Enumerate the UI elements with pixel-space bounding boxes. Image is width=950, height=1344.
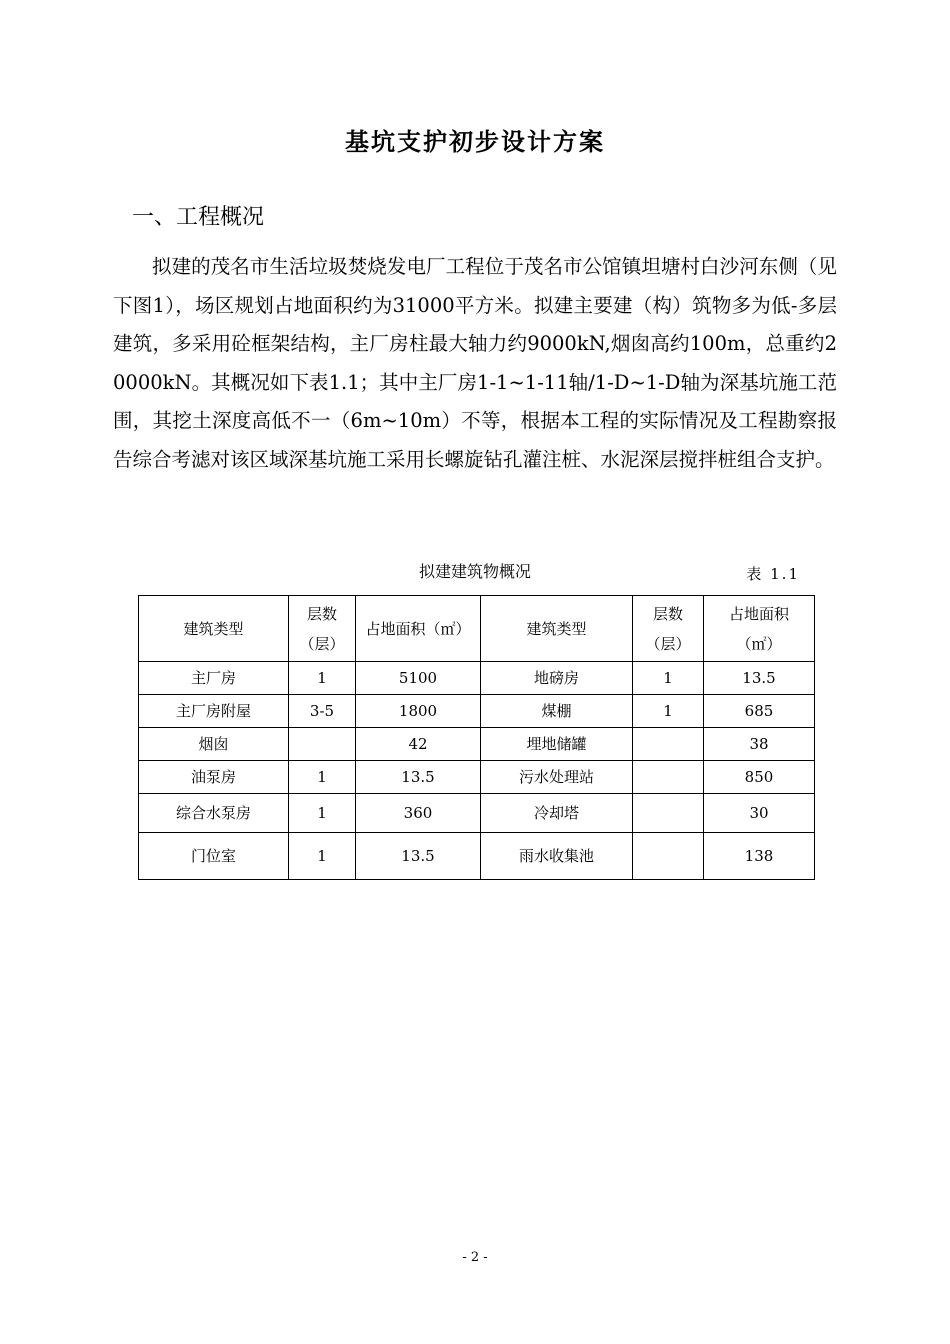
- table-number: 表 1.1: [746, 565, 800, 583]
- cell-area-2: 850: [704, 761, 815, 794]
- section-heading: 一、工程概况: [132, 205, 265, 230]
- cell-floors: 1: [289, 794, 356, 833]
- cell-type: 油泵房: [139, 761, 289, 794]
- cell-area: 42: [356, 728, 481, 761]
- table-caption: 拟建建筑物概况: [418, 562, 531, 581]
- document-title: 基坑支护初步设计方案: [345, 127, 605, 156]
- header-floors-2: [633, 596, 704, 662]
- cell-area: 360: [356, 794, 481, 833]
- cell-area-2: 13.5: [704, 662, 815, 695]
- table-row: [139, 761, 815, 794]
- header-area: 占地面积（㎡）: [356, 596, 481, 662]
- cell-area-2: 685: [704, 695, 815, 728]
- cell-type: 主厂房附屋: [139, 695, 289, 728]
- cell-area-2: 38: [704, 728, 815, 761]
- header-building-type: 建筑类型: [139, 596, 289, 662]
- cell-type: 主厂房: [139, 662, 289, 695]
- table-row: [139, 833, 815, 880]
- table-row: [139, 728, 815, 761]
- cell-floors-2: [633, 833, 704, 880]
- header-area-2-label: 占地面积: [728, 604, 789, 623]
- cell-floors-2: [633, 761, 704, 794]
- cell-area-2: 30: [704, 794, 815, 833]
- cell-type: 烟囱: [139, 728, 289, 761]
- header-floors-unit: （层）: [299, 634, 345, 653]
- cell-floors-2: [633, 794, 704, 833]
- cell-type: 门位室: [139, 833, 289, 880]
- cell-floors-2: 1: [633, 695, 704, 728]
- buildings-table: [138, 595, 815, 880]
- cell-area: 5100: [356, 662, 481, 695]
- cell-area: 13.5: [356, 761, 481, 794]
- cell-type-2: 埋地储罐: [481, 728, 633, 761]
- cell-type-2: 雨水收集池: [481, 833, 633, 880]
- cell-type-2: 污水处理站: [481, 761, 633, 794]
- cell-type-2: 冷却塔: [481, 794, 633, 833]
- cell-floors: 1: [289, 662, 356, 695]
- header-building-type-2: 建筑类型: [481, 596, 633, 662]
- overview-paragraph: 拟建的茂名市生活垃圾焚烧发电厂工程位于茂名市公馆镇坦塘村白沙河东侧（见下图1），场区规划占地面积约为31000平方米。拟建主要建（构）筑物多为低-多层建筑，多采用砼框架结构，主厂房柱最大轴力约9000kN,烟囱高约100m，总重约20000kN。其概况如下表1.1；其中主厂房1-1~1-11轴/1-D~1-D轴为深基坑施工范围，其挖土深度高低不一（6m~10m）不等，根据本工程的实际情况及工程勘察报告综合考滤对该区域深基坑施工采用长螺旋钻孔灌注桩、水泥深层搅拌桩组合支护。: [113, 255, 837, 471]
- cell-floors-2: [633, 728, 704, 761]
- cell-type-2: 地磅房: [481, 662, 633, 695]
- header-floors-2-unit: （层）: [645, 634, 691, 653]
- cell-floors: [289, 728, 356, 761]
- table-row: [139, 794, 815, 833]
- cell-type-2: 煤棚: [481, 695, 633, 728]
- cell-floors: 3-5: [289, 695, 356, 728]
- cell-area-2: 138: [704, 833, 815, 880]
- table-header-row: [139, 596, 815, 662]
- table-row: [139, 662, 815, 695]
- header-area-2-unit: （㎡）: [736, 634, 782, 653]
- cell-type: 综合水泵房: [139, 794, 289, 833]
- cell-floors-2: 1: [633, 662, 704, 695]
- header-floors-label: 层数: [306, 604, 337, 623]
- table-row: [139, 695, 815, 728]
- cell-area: 13.5: [356, 833, 481, 880]
- header-area-2: [704, 596, 815, 662]
- header-floors-2-label: 层数: [652, 604, 683, 623]
- cell-area: 1800: [356, 695, 481, 728]
- cell-floors: 1: [289, 833, 356, 880]
- header-floors: [289, 596, 356, 662]
- page-number: - 2 -: [462, 1250, 488, 1265]
- cell-floors: 1: [289, 761, 356, 794]
